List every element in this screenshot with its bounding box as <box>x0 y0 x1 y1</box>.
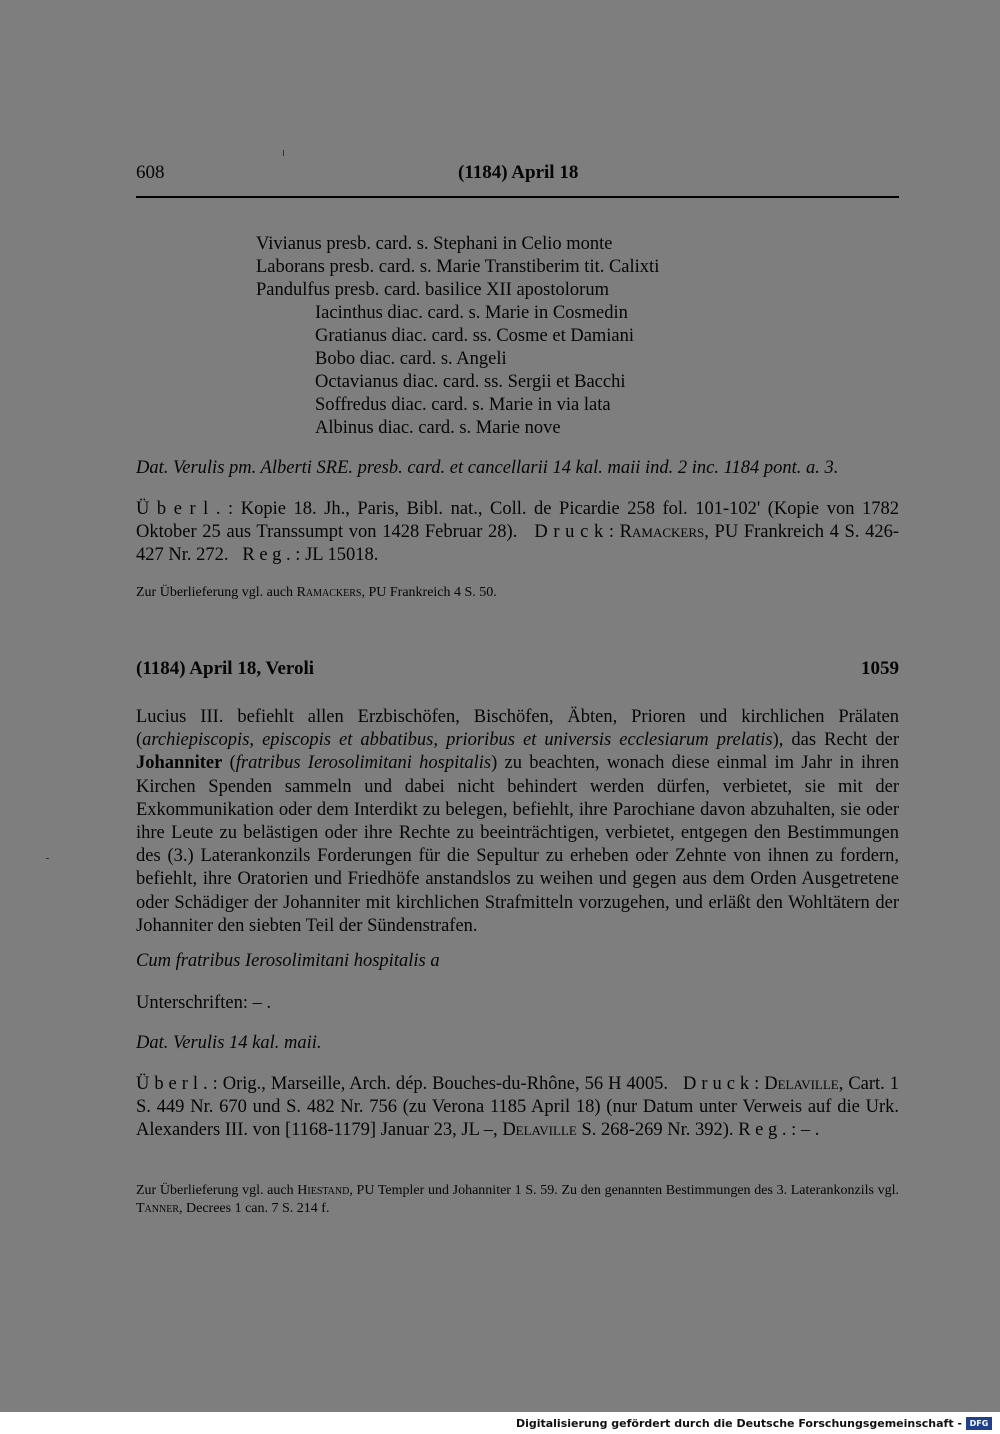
note-prefix: Zur Überlieferung vgl. auch <box>136 1183 294 1198</box>
ueberl-label: Ü b e r l . : <box>136 499 234 519</box>
signature-list-deacons <box>315 302 634 440</box>
signature-line: Laborans presb. card. s. Marie Transtiberim tit. Calixti <box>256 257 660 277</box>
druck-author: Delaville <box>764 1074 839 1094</box>
tradition-paragraph <box>136 498 899 568</box>
signature-line: Soffredus diac. card. s. Marie in via lata <box>315 395 611 415</box>
signature-list-presbyters <box>256 233 659 302</box>
regest-summary <box>136 706 899 938</box>
tradition-note <box>136 584 899 602</box>
druck-text: S. 268-269 Nr. 392). <box>581 1120 734 1141</box>
signature-line: Bobo diac. card. s. Angeli <box>315 349 507 369</box>
druck-text: , PU Frankreich 4 S. 426-427 Nr. 272. <box>136 522 900 566</box>
reg-text: – . <box>800 1120 820 1141</box>
summary-latin-quote: fratribus Ierosolimitani hospitalis <box>235 753 492 774</box>
running-title: (1184) April 18 <box>458 162 579 183</box>
incipit: Cum fratribus Ierosolimitani hospitalis a <box>136 951 440 971</box>
digitization-footer <box>0 1412 1000 1434</box>
header-rule <box>136 196 899 198</box>
note-suffix: , PU Frankreich 4 S. 50. <box>361 585 497 600</box>
druck-label: D r u c k : <box>683 1074 760 1094</box>
funding-notice: Digitalisierung gefördert durch die Deutsche Forschungsgemeinschaft - <box>515 1417 962 1430</box>
signature-line: Octavianus diac. card. ss. Sergii et Bacchi <box>315 372 626 392</box>
dating-clause: Dat. Verulis pm. Alberti SRE. presb. card. et cancellarii 14 kal. maii ind. 2 inc. 1184 pont. a. 3. <box>136 458 839 478</box>
reg-text: JL 15018. <box>305 545 379 566</box>
entry-number: 1059 <box>861 658 899 679</box>
tradition-note <box>136 1182 899 1218</box>
druck-label: D r u c k : <box>534 522 614 543</box>
druck-text: , Cart. 1 S. 449 Nr. 670 und S. 482 Nr. 756 (zu Verona 1185 April 18) (nur Datum unter Verweis auf die Urk. Alexanders III. von [1168-1179] Januar 23, JL –, <box>136 1074 900 1141</box>
dating-clause: Dat. Verulis 14 kal. maii. <box>136 1033 322 1053</box>
signature-line: Gratianus diac. card. ss. Cosme et Damiani <box>315 326 635 346</box>
page-number: 608 <box>136 162 165 183</box>
signature-line: Pandulfus presb. card. basilice XII apostolorum <box>256 280 609 300</box>
ueberl-text: Kopie 18. Jh., Paris, Bibl. nat., Coll. de Picardie 258 fol. 101-102' (Kopie von 1782 Oktober 25 aus Transsumpt von 1428 Februar 28). <box>136 499 899 543</box>
druck-author: Delaville <box>502 1120 577 1141</box>
summary-keyword: Johanniter <box>136 753 223 774</box>
stray-mark <box>46 858 49 859</box>
summary-text: Lucius III. befiehlt allen Erzbischöfen, Bischöfen, Äbten, Prioren und kirchlichen Prälaten ( <box>136 707 899 751</box>
reg-label: R e g . : <box>242 545 301 566</box>
note-prefix: Zur Überlieferung vgl. auch <box>136 585 294 600</box>
reg-label: R e g . : <box>738 1120 797 1141</box>
dfg-logo: DFG <box>966 1417 992 1430</box>
note-author: Ramackers <box>296 585 362 600</box>
signatures-line: Unterschriften: – . <box>136 993 272 1013</box>
entry-heading: (1184) April 18, Veroli <box>136 658 315 679</box>
note-suffix: , Decrees 1 can. 7 S. 214 f. <box>179 1201 330 1216</box>
signature-line: Vivianus presb. card. s. Stephani in Celio monte <box>256 234 613 254</box>
summary-text: ) zu beachten, wonach diese einmal im Jahr in ihren Kirchen Spenden sammeln und dabei nicht behindert werden dürfen, verbietet, sie mit der Exkommunikation oder dem Interdikt zu belegen, befiehlt, ihre Parochiane davon abzuhalten, sie oder ihre Leute zu belästigen oder ihre Rechte zu beeinträchtigen, verbietet, entgegen den Bestimmungen des (3.) Laterankonzils Forderungen für die Sepultur zu erheben oder Zehnte von ihnen zu fordern, befiehlt, ihre Oratorien und Friedhöfe anstandslos zu weihen und gegen aus dem Orden Ausgetretene oder Schädiger der Johanniter mit kirchlichen Strafmitteln vorzugehen, und erläßt den Wohltätern der Johanniter den siebten Teil der Sündenstrafen. <box>136 753 899 936</box>
tradition-paragraph <box>136 1073 899 1143</box>
signature-line: Iacinthus diac. card. s. Marie in Cosmedin <box>315 303 628 323</box>
ueberl-text: Orig., Marseille, Arch. dép. Bouches-du-Rhône, 56 H 4005. <box>222 1074 669 1094</box>
summary-latin-quote: archiepiscopis, episcopis et abbatibus, prioribus et universis ecclesiarum prelatis <box>142 730 773 751</box>
summary-text: ), das Recht der <box>772 730 899 751</box>
signature-line: Albinus diac. card. s. Marie nove <box>315 418 561 438</box>
stray-mark <box>283 150 284 156</box>
note-author: Hiestand <box>297 1183 350 1198</box>
note-text: , PU Templer und Johanniter 1 S. 59. Zu den genannten Bestimmungen des 3. Laterankonzils vgl. <box>349 1183 899 1198</box>
ueberl-label: Ü b e r l . : <box>136 1074 218 1094</box>
summary-text: ( <box>222 753 236 774</box>
note-author: Tanner <box>136 1201 179 1216</box>
druck-author: Ramackers <box>619 522 705 543</box>
